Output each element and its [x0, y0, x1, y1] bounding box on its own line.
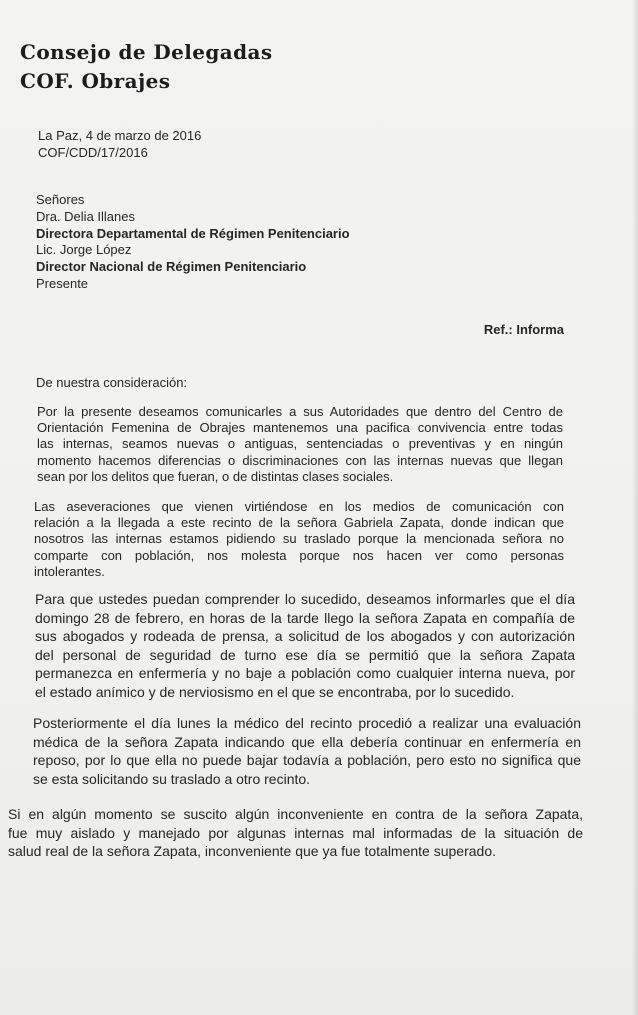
- paragraph-1: [37, 404, 563, 485]
- letterhead-subtitle: COF. Obrajes: [20, 69, 171, 93]
- paragraph-line: permanezca en enfermería y no baje a población como cualquier interna nueva, por: [35, 665, 575, 682]
- paragraph-line: Si en algún momento se suscito algún inconveniente en contra de la señora Zapata,: [8, 806, 583, 822]
- paragraph-line: momento hacemos diferencias o discriminaciones con las internas nuevas que llegan: [37, 452, 563, 468]
- paragraph-2: [34, 499, 564, 580]
- paragraph-line: Las aseveraciones que vienen virtiéndose en los medios de comunicación con: [34, 499, 564, 514]
- addressee-greeting: Señores: [36, 192, 85, 207]
- addressee-title-1: Directora Departamental de Régimen Penitenciario: [36, 225, 350, 241]
- paragraph-line: se esta solicitando su traslado a otro recinto.: [33, 770, 311, 787]
- paragraph-line: intolerantes.: [34, 563, 105, 579]
- paragraph-line: Orientación Femenina de Obrajes mantenemos una pacifica convivencia entre todas: [37, 420, 563, 436]
- paragraph-line: del personal de seguridad de turno ese día se permitió que la señora Zapata: [35, 646, 575, 663]
- addressee-title-2: Director Nacional de Régimen Penitenciario: [36, 259, 307, 275]
- salutation: De nuestra consideración:: [36, 375, 188, 390]
- paragraph-line: médica de la señora Zapata indicando que ella debería continuar en enfermería en: [33, 733, 581, 750]
- paragraph-4: [33, 714, 581, 788]
- paragraph-line: sean por los delitos que fueran, o de distintas clases sociales.: [37, 468, 394, 484]
- page-edge-shadow: [632, 0, 638, 1015]
- paragraph-line: fue muy aislado y manejado por algunas internas mal informadas de la situación de: [8, 824, 583, 841]
- letterhead-title: Consejo de Delegadas: [20, 40, 273, 64]
- subject-reference: Ref.: Informa: [483, 322, 564, 337]
- paragraph-5: [8, 805, 583, 861]
- paragraph-line: relación a la llegada a este recinto de la señora Gabriela Zapata, donde indican que: [34, 515, 564, 531]
- paragraph-line: sus abogados y rodeada de prensa, a solicitud de los abogados y con autorización: [35, 628, 575, 645]
- addressee-closing: Presente: [36, 275, 89, 291]
- paragraph-line: el estado anímico y de nerviosismo en el que se encontraba, por lo sucedido.: [35, 683, 515, 700]
- addressee-name-1: Dra. Delia Illanes: [36, 208, 135, 224]
- paragraph-line: nosotros las internas estamos pidiendo su traslado porque la mencionada señora no: [34, 531, 564, 547]
- letterhead: [20, 38, 273, 96]
- paragraph-line: Para que ustedes puedan comprender lo sucedido, deseamos informarles que el día: [35, 591, 575, 607]
- paragraph-3: [35, 590, 575, 702]
- paragraph-line: comparte con población, nos molesta porque nos hacen ver como personas: [34, 547, 564, 563]
- place-date: La Paz, 4 de marzo de 2016: [38, 128, 202, 143]
- paragraph-line: salud real de la señora Zapata, inconveniente que ya fue totalmente superado.: [8, 843, 496, 860]
- paragraph-line: las internas, seamos nuevas o antiguas, sentenciadas o preventivas y en ningún: [37, 436, 563, 452]
- paragraph-line: Por la presente deseamos comunicarles a sus Autoridades que dentro del Centro de: [37, 404, 563, 419]
- reference-code: COF/CDD/17/2016: [38, 145, 148, 160]
- paragraph-line: domingo 28 de febrero, en horas de la tarde llego la señora Zapata en compañía de: [35, 609, 575, 626]
- date-block: [38, 127, 201, 161]
- addressee-block: [36, 192, 350, 293]
- paragraph-line: Posteriormente el día lunes la médico del recinto procedió a realizar una evaluación: [33, 715, 581, 731]
- paragraph-line: reposo, por lo que ella no puede bajar todavía a población, pero esto no significa que: [33, 752, 581, 769]
- addressee-name-2: Lic. Jorge López: [36, 242, 132, 258]
